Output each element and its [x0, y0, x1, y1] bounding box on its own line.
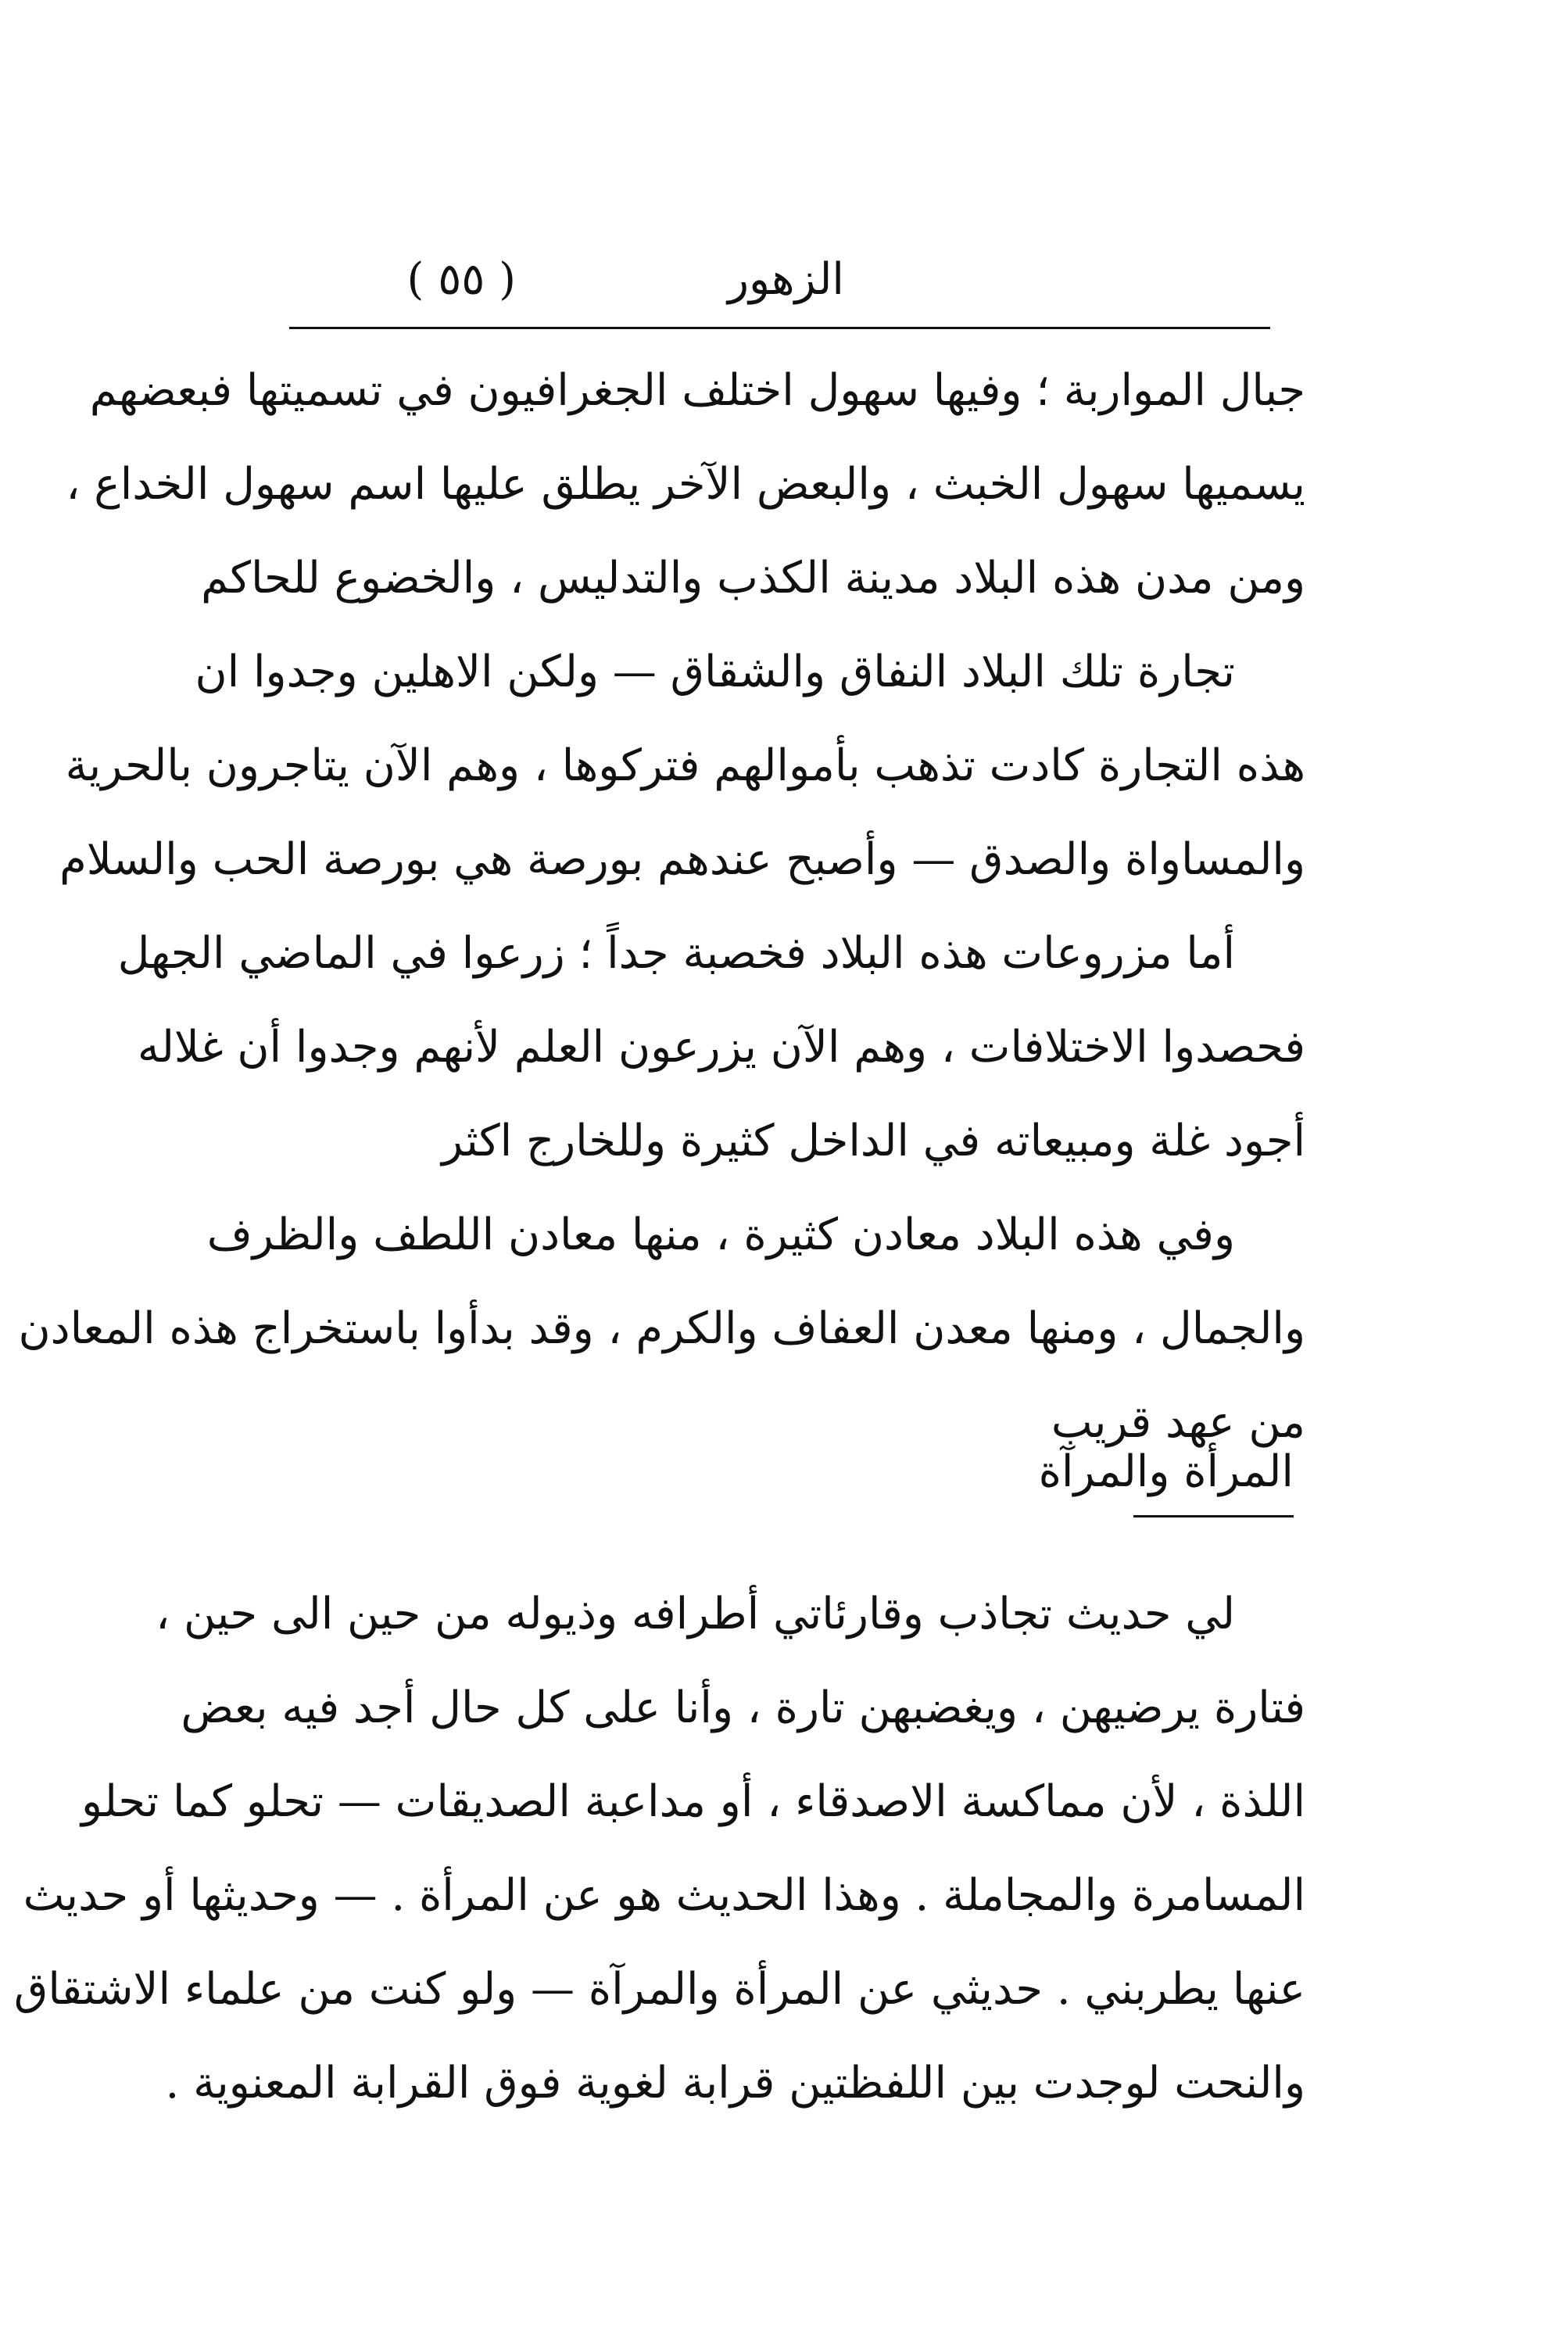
text-line: والجمال ، ومنها معدن العفاف والكرم ، وقد بدأوا باستخراج هذه المعادن [18, 1303, 1305, 1354]
text-line: لي حديث تجاذب وقارئاتي أطرافه وذيوله من حين الى حين ، [156, 1589, 1235, 1639]
text-line: عنها يطربني . حديثي عن المرأة والمرآة — ولو كنت من علماء الاشتقاق [13, 1964, 1305, 2015]
text-line: ومن مدن هذه البلاد مدينة الكذب والتدليس ، والخضوع للحاكم [201, 553, 1305, 604]
text-line: من عهد قريب [1051, 1397, 1305, 1448]
text-line: تجارة تلك البلاد النفاق والشقاق — ولكن الاهلين وجدوا ان [195, 647, 1235, 697]
text-line: والمساواة والصدق — وأصبح عندهم بورصة هي بورصة الحب والسلام [59, 834, 1305, 885]
text-line: يسميها سهول الخبث ، والبعض الآخر يطلق عليها اسم سهول الخداع ، [66, 459, 1305, 510]
text-line: جبال المواربة ؛ وفيها سهول اختلف الجغرافيون في تسميتها فبعضهم [89, 365, 1305, 416]
section-1-text [18, 344, 1305, 1470]
text-line: أما مزروعات هذه البلاد فخصبة جداً ؛ زرعوا في الماضي الجهل [117, 928, 1235, 979]
text-line: وفي هذه البلاد معادن كثيرة ، منها معادن اللطف والظرف [206, 1209, 1235, 1260]
section-title-underline [1133, 1515, 1294, 1517]
text-line: أجود غلة ومبيعاته في الداخل كثيرة وللخارج اكثر [442, 1116, 1305, 1166]
text-line: فتارة يرضيهن ، ويغضبهن تارة ، وأنا على كل حال أجد فيه بعض [181, 1682, 1305, 1733]
text-line: والنحت لوجدت بين اللفظتين قرابة لغوية فوق القرابة المعنوية . [165, 2058, 1305, 2109]
header-divider [289, 327, 1270, 329]
running-title: الزهور [727, 254, 844, 305]
section-2-text [13, 1568, 1305, 2130]
page-number: ( ٥٥ ) [406, 254, 516, 305]
section-heading [1038, 1437, 1294, 1531]
text-line: هذه التجارة كادت تذهب بأموالهم فتركوها ، وهم الآن يتاجرون بالحرية [65, 740, 1305, 791]
section-title: المرأة والمرآة [1038, 1446, 1294, 1497]
page-header [289, 238, 1266, 324]
text-line: المسامرة والمجاملة . وهذا الحديث هو عن المرأة . — وحديثها أو حديث [23, 1870, 1305, 1921]
text-line: فحصدوا الاختلافات ، وهم الآن يزرعون العلم لأنهم وجدوا أن غلاله [137, 1022, 1305, 1073]
text-line: اللذة ، لأن مماكسة الاصدقاء ، أو مداعبة الصديقات — تحلو كما تحلو [81, 1776, 1305, 1827]
